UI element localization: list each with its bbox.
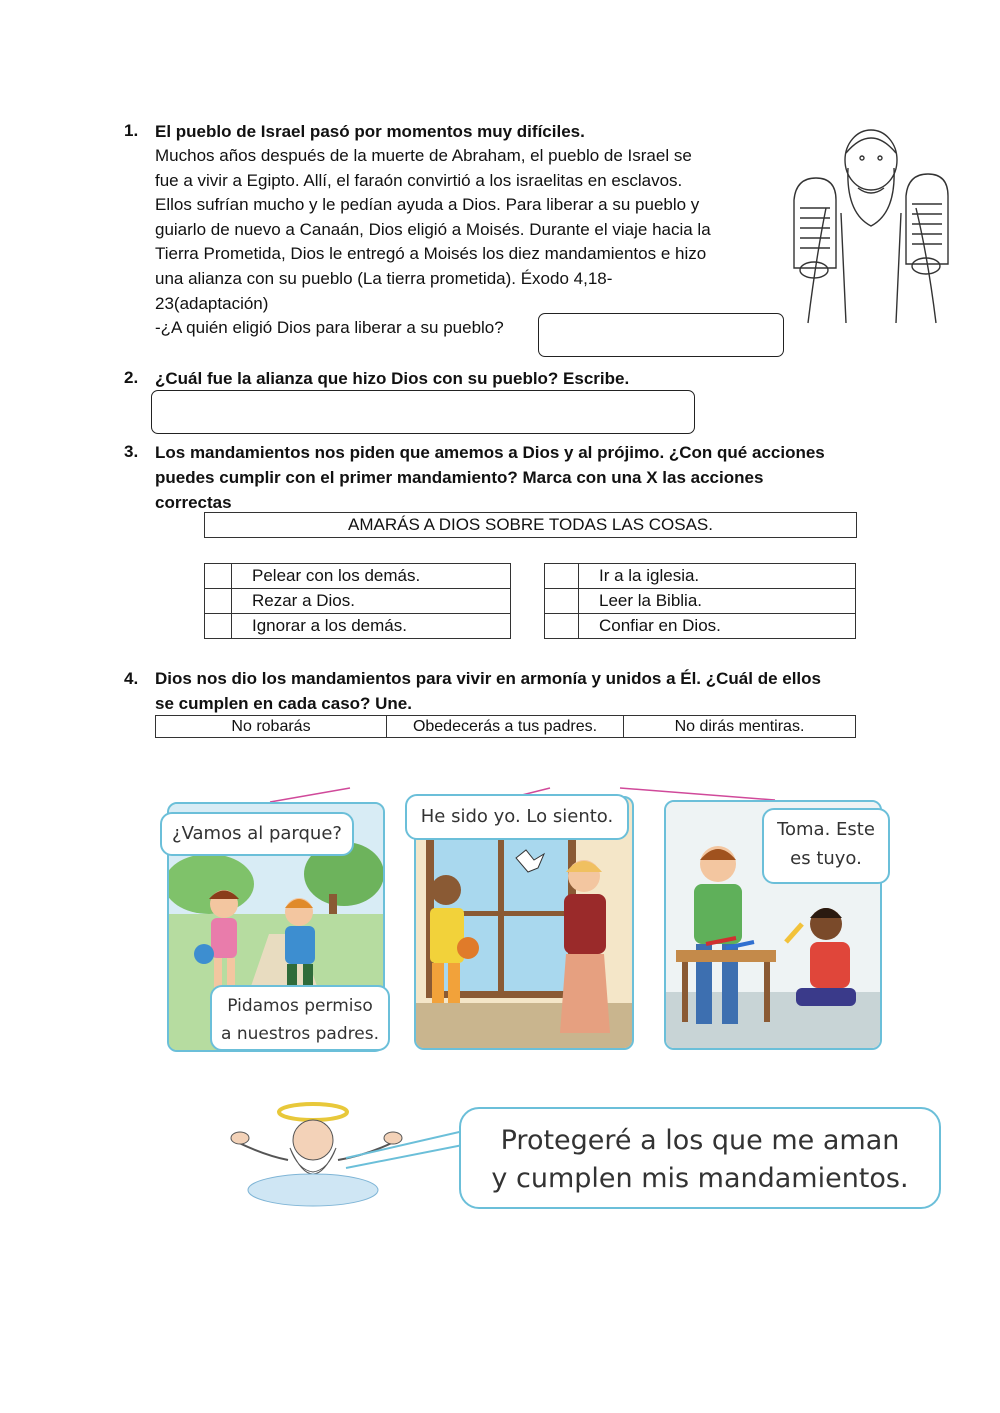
connector-line (620, 788, 775, 800)
moses-illustration (786, 118, 956, 326)
q1-paragraph (155, 144, 795, 341)
q3-left-options-table (204, 563, 511, 639)
q1-line: guiarlo de nuevo a Canaán, Dios eligió a Moisés. Durante el viaje hacia la (155, 219, 711, 239)
q3-title (155, 440, 825, 515)
q3-title-line: correctas (155, 493, 232, 512)
table-row (545, 614, 856, 639)
god-quote-bubble (459, 1107, 941, 1209)
q2-answer-field[interactable] (151, 390, 695, 434)
speech-bubble: He sido yo. Lo siento. (405, 794, 629, 840)
speech-bubble (762, 808, 890, 884)
q4-commandment[interactable]: No dirás mentiras. (624, 716, 856, 738)
table-row (205, 614, 511, 639)
q3-checkbox[interactable] (545, 564, 579, 589)
table-row (545, 564, 856, 589)
quote-line: y cumplen mis mandamientos. (491, 1163, 909, 1194)
table-row (545, 589, 856, 614)
q4-commandment[interactable]: No robarás (156, 716, 387, 738)
q1-line: fue a vivir a Egipto. Allí, el faraón convirtió a los israelitas en esclavos. (155, 170, 683, 190)
q1-line: Tierra Prometida, Dios le entregó a Moisés los diez mandamientos e hizo (155, 244, 707, 264)
connector-line (270, 788, 350, 802)
q1-question: -¿A quién eligió Dios para liberar a su pueblo? (155, 318, 504, 338)
table-row (205, 564, 511, 589)
q3-checkbox[interactable] (545, 614, 579, 639)
q3-checkbox[interactable] (205, 564, 232, 589)
q3-checkbox[interactable] (545, 589, 579, 614)
table-row (205, 589, 511, 614)
q3-option: Leer la Biblia. (579, 589, 856, 614)
god-figure-illustration (228, 1100, 468, 1212)
q3-option: Ir a la iglesia. (579, 564, 856, 589)
q1-line: Muchos años después de la muerte de Abraham, el pueblo de Israel se (155, 146, 692, 165)
q4-title (155, 666, 821, 716)
q3-checkbox[interactable] (205, 614, 232, 639)
q3-option: Pelear con los demás. (232, 564, 511, 589)
q3-checkbox[interactable] (205, 589, 232, 614)
q1-line: 23(adaptación) (155, 293, 269, 313)
speech-bubble: ¿Vamos al parque? (160, 812, 354, 856)
quote-line: Protegeré a los que me aman (500, 1125, 900, 1156)
q1-title: El pueblo de Israel pasó por momentos muy difíciles. (155, 122, 585, 141)
q3-option: Ignorar a los demás. (232, 614, 511, 639)
q3-commandment: AMARÁS A DIOS SOBRE TODAS LAS COSAS. (204, 512, 857, 538)
q3-number: 3. (124, 442, 139, 461)
q4-title-line: Dios nos dio los mandamientos para vivir en armonía y unidos a Él. ¿Cuál de ellos (155, 669, 821, 688)
q1-answer-field[interactable] (538, 313, 784, 357)
q4-commandments-table (155, 715, 856, 738)
q4-number: 4. (124, 669, 139, 688)
q2-title: ¿Cuál fue la alianza que hizo Dios con su pueblo? Escribe. (155, 369, 630, 388)
q1-line: Ellos sufrían mucho y le pedían ayuda a Dios. Para liberar a su pueblo y (155, 195, 700, 215)
q2-number: 2. (124, 368, 139, 387)
table-row (156, 716, 856, 738)
bubble-line: Pidamos permiso (227, 996, 373, 1016)
q3-option: Confiar en Dios. (579, 614, 856, 639)
bubble-line: es tuyo. (790, 848, 862, 869)
q3-title-line: Los mandamientos nos piden que amemos a Dios y al prójimo. ¿Con qué acciones (155, 443, 825, 462)
q3-option: Rezar a Dios. (232, 589, 511, 614)
bubble-line: Toma. Este (777, 819, 875, 840)
q1-line: una alianza con su pueblo (La tierra prometida). Éxodo 4,18- (155, 268, 613, 288)
q4-commandment[interactable]: Obedecerás a tus padres. (387, 716, 624, 738)
q4-title-line: se cumplen en cada caso? Une. (155, 694, 412, 713)
q3-title-line: puedes cumplir con el primer mandamiento? Marca con una X las acciones (155, 468, 764, 487)
speech-bubble (210, 985, 390, 1051)
q3-right-options-table (544, 563, 856, 639)
bubble-line: a nuestros padres. (221, 1024, 379, 1044)
q1-number: 1. (124, 121, 139, 140)
